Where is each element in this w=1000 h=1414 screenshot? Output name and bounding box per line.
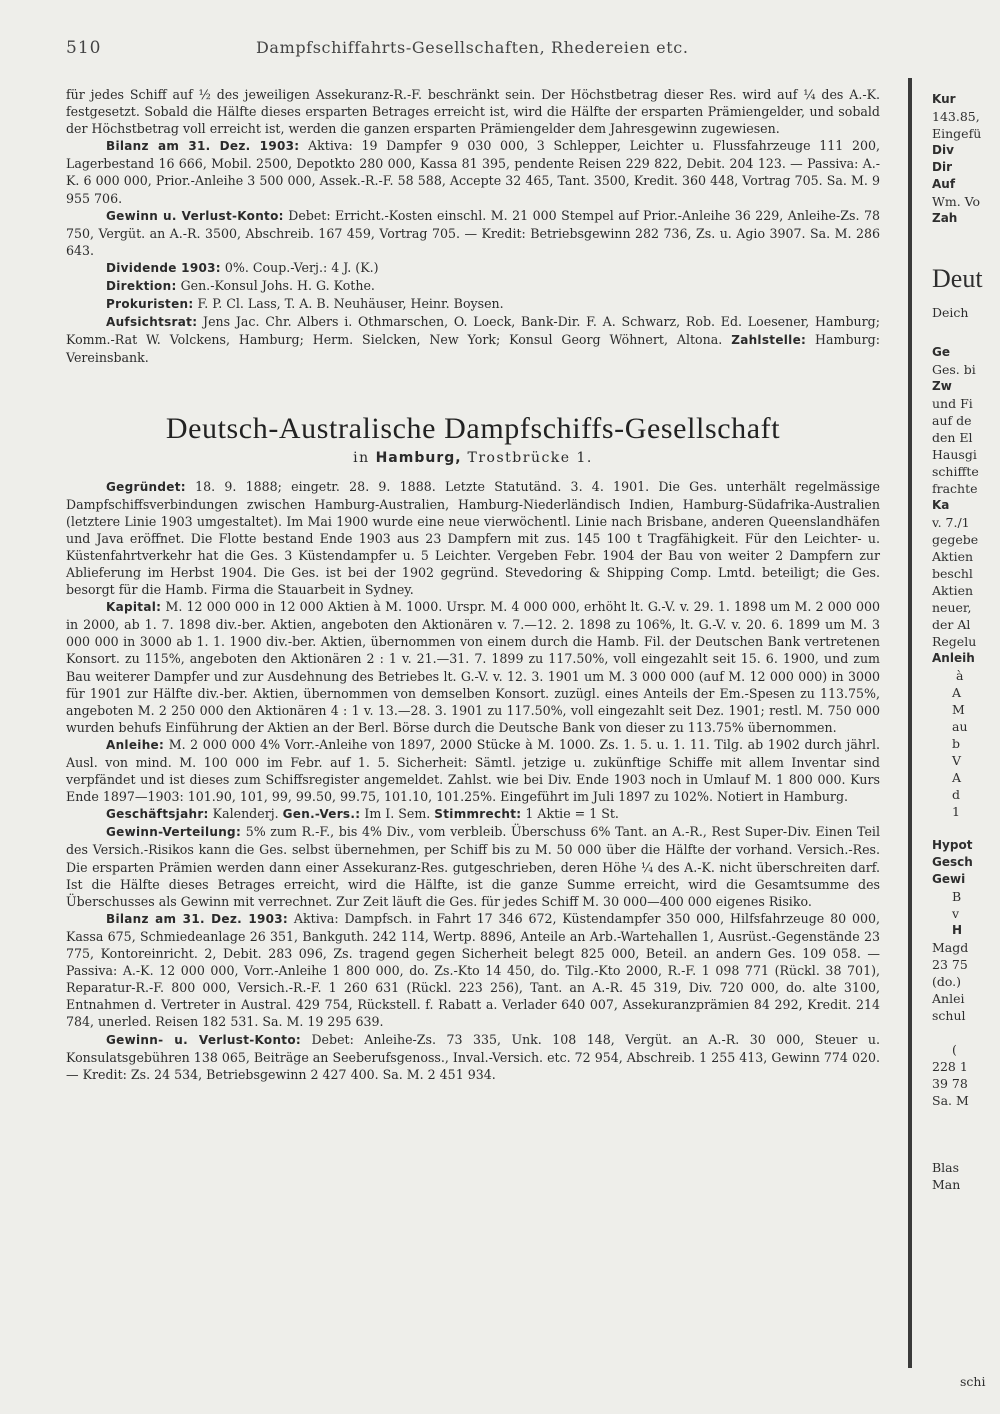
adjacent-line: Dir (932, 160, 952, 174)
adjacent-heading: Deut (932, 264, 983, 293)
adjacent-line: Ge (932, 345, 950, 359)
company-address: Trostbrücke 1. (467, 449, 593, 466)
adjacent-line: auf de (932, 413, 972, 428)
adjacent-line: den El (932, 430, 973, 445)
prev-guv (66, 207, 880, 259)
running-title: Dampfschiffahrts-Gesellschaften, Rhedereien etc. (256, 38, 689, 57)
genvers-label: Gen.-Vers.: (282, 807, 361, 822)
adjacent-line: Kur (932, 92, 956, 106)
prev-aufsichtsrat (66, 313, 880, 366)
anleihe-label: Anleihe: (106, 737, 165, 752)
company-city: Hamburg, (375, 449, 462, 466)
gewinnvert-label: Gewinn-Verteilung: (106, 825, 242, 840)
prev-prokuristen-label: Prokuristen: (106, 297, 194, 312)
adjacent-line: Sa. M (932, 1093, 969, 1108)
adjacent-line: au (952, 719, 968, 734)
prev-dividende (66, 259, 880, 277)
adjacent-line: Aktien (932, 549, 974, 564)
adjacent-line: 1 (952, 804, 960, 819)
adjacent-line: der Al (932, 617, 971, 632)
adjacent-line: Hypot (932, 838, 973, 852)
prev-aufsichtsrat-text: Jens Jac. Chr. Albers i. Othmarschen, O. Loeck, Bank-Dir. F. A. Schwarz, Rob. Ed. Loesener, Hamburg; Komm.-Rat W. Volckens, Hamburg; Herm. Sielcken, New York; Konsul Georg Wöhnert, Altona. (66, 314, 880, 348)
adjacent-line: A (952, 770, 962, 785)
page-header (66, 38, 896, 68)
adjacent-line: Eingefü (932, 126, 982, 141)
prev-guv-label: Gewinn u. Verlust-Konto: (106, 208, 284, 223)
adjacent-line: Magd (932, 940, 969, 955)
adjacent-line: Zah (932, 211, 958, 225)
adjacent-line: gegebe (932, 532, 979, 547)
adjacent-line: beschl (932, 566, 973, 581)
adjacent-line: V (952, 753, 962, 768)
adjacent-column-fragment (926, 0, 1000, 1414)
stimmrecht-label: Stimmrecht: (434, 807, 522, 822)
adjacent-line: A (952, 685, 962, 700)
sec-guv (66, 1031, 880, 1083)
prev-bilanz-text: Aktiva: 19 Dampfer 9 030 000, 3 Schlepper, Leichter u. Flussfahrzeuge 111 200, Lagerbestand 16 666, Mobil. 2500, Depotkto 280 000, Kassa 81 395, pendente Reisen 229 822, Debit. 204 123. — Passiva: A.-K. 6 000 000, Prior.-Anleihe 3 500 000, Assek.-R.-F. 58 588, Accepte 32 465, Tant. 3500, Kredit. 360 448, Vortrag 705. Sa. M. 9 955 706. (66, 138, 880, 206)
adjacent-line: Div (932, 143, 954, 157)
prev-direktion (66, 277, 880, 295)
column-rule (908, 78, 912, 1368)
adjacent-line: M (952, 702, 965, 717)
adjacent-line: Deich (932, 305, 969, 320)
genvers-text: Im I. Sem. (364, 806, 431, 822)
adjacent-line: b (952, 736, 961, 751)
adjacent-line: d (952, 787, 961, 802)
gegruendet-text: 18. 9. 1888; eingetr. 28. 9. 1888. Letzte Statutänd. 3. 4. 1901. Die Ges. unterhält regelmässige Dampfschiffsverbindungen zwischen Hamburg-Australien, Hamburg-Niederländisch Indien, Hamburg-Südafrika-Australien (letztere Linie 1903 umgestaltet). Im Mai 1900 wurde eine neue vierwöchentl. Linie nach Brisbane, anderen Queenslandhäfen und Java eröffnet. Die Flotte bestand Ende 1903 aus 23 Dampfern mit zus. 145 100 t Tragfähigkeit. Für den Leichter- u. Küstenfahrtverkehr hat die Ges. 3 Küstendampfer u. 5 Leichter. Vergeben Febr. 1904 der Bau von weiter 2 Dampfern zur Ablieferung im Herbst 1904. Die Ges. ist bei der 1902 gegründ. Stevedoring & Shipping Comp. Lmtd. beteiligt; die Ges. besorgt für die Hamb. Firma die Stauarbeit in Sydney. (66, 478, 880, 598)
prev-dividende-label: Dividende 1903: (106, 260, 221, 275)
adjacent-line: Ges. bi (932, 362, 976, 377)
sec-gewinnverteilung (66, 823, 880, 909)
adjacent-line: H (952, 923, 963, 937)
prev-bilanz (66, 137, 880, 206)
page-number: 510 (66, 38, 102, 58)
adjacent-line: Auf (932, 177, 956, 191)
adjacent-line: Wm. Vo (932, 194, 981, 209)
prev-direktion-label: Direktion: (106, 279, 177, 294)
prev-prokuristen-text: F. P. Cl. Lass, T. A. B. Neuhäuser, Heinr. Boysen. (197, 296, 504, 312)
guv-label: Gewinn- u. Verlust-Konto: (106, 1032, 301, 1047)
prev-dividende-text: 0%. Coup.-Verj.: 4 J. (K.) (224, 259, 379, 275)
company-subheading (66, 450, 880, 466)
anleihe-text: M. 2 000 000 4% Vorr.-Anleihe von 1897, 2000 Stücke à M. 1000. Zs. 1. 5. u. 1. 11. Tilg. ab 1902 durch jährl. Ausl. von mind. M. 100 000 im Febr. auf 1. 5. Sicherheit: Sämtl. jetzige u. zukünftige Schiffe mit allem Inventar sind verpfändet und ist dieses zum Schiffsregister angemeldet. Zahlst. wie bei Div. Ende 1903 noch in Umlauf M. 1 800 000. Kurs Ende 1897—1903: 101.90, 101, 99, 99.50, 99.75, 101.10, 101.25%. Eingeführt im Juli 1897 zu 102%. Notiert in Hamburg. (66, 736, 880, 805)
adjacent-line: ( (952, 1042, 957, 1057)
adjacent-line: Zw (932, 379, 952, 393)
adjacent-line: und Fi (932, 396, 973, 411)
adjacent-line: schiffte (932, 464, 979, 479)
prev-zahlstelle-label: Zahlstelle: (731, 333, 807, 348)
adjacent-line: 228 1 (932, 1059, 968, 1074)
sec-gegruendet (66, 478, 880, 599)
sec-kapital (66, 598, 880, 736)
adjacent-line: frachte (932, 481, 978, 496)
adjacent-line: v. 7./1 (932, 515, 970, 530)
adjacent-line: 39 78 (932, 1076, 968, 1091)
adjacent-line: à (956, 668, 964, 683)
sec-geschaeftsjahr (66, 805, 880, 823)
adjacent-line: schul (932, 1008, 966, 1023)
adjacent-line: B (952, 889, 962, 904)
guv-text: Debet: Anleihe-Zs. 73 335, Unk. 108 148, Vergüt. an A.-R. 30 000, Steuer u. Konsulatsgebühren 138 065, Beiträge an Seeberufsgenoss., Inval.-Versich. etc. 72 954, Abschreib. 1 255 413, Gewinn 774 020. — Kredit: Zs. 24 534, Betriebsgewinn 2 427 400. Sa. M. 2 451 934. (66, 1031, 880, 1082)
main-column (66, 86, 880, 1083)
adjacent-line: (do.) (932, 974, 962, 989)
stimmrecht-text: 1 Aktie = 1 St. (525, 806, 619, 822)
sec-bilanz (66, 910, 880, 1031)
gewinnvert-text: 5% zum R.-F., bis 4% Div., vom verbleib. Überschuss 6% Tant. an A.-R., Rest Super-Div. Einen Teil des Versich.-Risikos kann die Ges. selbst übernehmen, per Schiff bis zu M. 50 000 über die Hälfte der vorhand. Versich.-Res. Die ersparten Prämien werden dann einer Assekuranz-Res. gutgeschrieben, deren Höhe ¼ des A.-K. nicht überschreiten darf. Ist die Hälfte dieses Betrages erreicht, wird die Hälfte, ist die ganze Summe erreicht, wird die Gesamtsumme des Überschusses als Gewinn mit verrechnet. Zur Zeit läuft die Ges. für jedes Schiff M. 30 000—400 000 eigenes Risiko. (66, 824, 880, 909)
adjacent-line: Gesch (932, 855, 973, 869)
adjacent-line: Hausgi (932, 447, 977, 462)
adjacent-line: v (952, 906, 960, 921)
geschaeftsjahr-text: Kalenderj. (212, 806, 279, 822)
adjacent-line: 143.85, (932, 109, 980, 124)
prev-zahlstelle-text: Hamburg: Vereinsbank. (66, 332, 880, 366)
gegruendet-label: Gegründet: (106, 479, 186, 494)
adjacent-line: Anleih (932, 651, 975, 665)
adjacent-line: neuer, (932, 600, 972, 615)
adjacent-line: Gewi (932, 872, 966, 886)
prev-direktion-text: Gen.-Konsul Johs. H. G. Kothe. (180, 278, 375, 294)
adjacent-line: Ka (932, 498, 950, 512)
sec-anleihe (66, 736, 880, 805)
adjacent-line: Man (932, 1177, 961, 1192)
adjacent-line: 23 75 (932, 957, 968, 972)
adjacent-line: Aktien (932, 583, 974, 598)
company-in: in (353, 449, 370, 466)
kapital-text: M. 12 000 000 in 12 000 Aktien à M. 1000. Urspr. M. 4 000 000, erhöht lt. G.-V. v. 29. 1. 1898 um M. 2 000 000 in 2000, ab 1. 7. 1898 div.-ber. Aktien, angeboten den Aktionären v. 7.—12. 2. 1898 zu 106%, lt. G.-V. v. 20. 6. 1899 um M. 3 000 000 in 3000 ab 1. 1. 1900 div.-ber. Aktien, übernommen von einem durch die Hamb. Fil. der Deutschen Bank vertretenen Konsort. zu 115%, angeboten den Aktionären 2 : 1 v. 21.—31. 7. 1899 zu 117.50%, voll eingezahlt seit 15. 6. 1900, und zum Bau weiterer Dampfer und zur Ausdehnung des Betriebes lt. G.-V. v. 12. 3. 1901 um M. 3 000 000 (auf M. 12 000 000) in 3000 für 1901 zur Hälfte div.-ber. Aktien, übernommen von demselben Konsort. zuzügl. eines Anteils der Em.-Spesen zu 113.75%, angeboten M. 2 250 000 den Aktionären 4 : 1 v. 13.—28. 3. 1901 zu 117.50%, voll eingezahlt seit Dez. 1901; restl. M. 750 000 wurden behufs Einführung der Aktien an der Berl. Börse durch die Deutsche Bank von dieser zu 113.75% übernommen. (66, 599, 880, 735)
adjacent-line: schi (960, 1374, 986, 1389)
geschaeftsjahr-label: Geschäftsjahr: (106, 807, 209, 822)
adjacent-line: Regelu (932, 634, 977, 649)
adjacent-line: Anlei (932, 991, 965, 1006)
prev-company-intro: für jedes Schiff auf ½ des jeweiligen Assekuranz-R.-F. beschränkt sein. Der Höchstbetrag dieser Res. wird auf ¼ des A.-K. festgesetzt. Sobald die Hälfte dieses ersparten Betrages erreicht ist, wird die Hälfte der ersparten Prämiengelder, und sobald der Höchstbetrag voll erreicht ist, werden die ganzen ersparten Prämiengelder dem Jahresgewinn zugewiesen. (66, 87, 880, 137)
prev-aufsichtsrat-label: Aufsichtsrat: (106, 315, 198, 330)
adjacent-line: Blas (932, 1160, 960, 1175)
bilanz-text: Aktiva: Dampfsch. in Fahrt 17 346 672, Küstendampfer 350 000, Hilfsfahrzeuge 80 000, Kassa 675, Schmiedeanlage 26 351, Bankguth. 242 114, Wertp. 8896, Anteile an Arb.-Wartehallen 1, Ausrüst.-Gegenstände 23 775, Kontoreinricht. 2, Debit. 283 096, Zs. tragend gegen Sicherheit belegt 825 000, Beteil. an andern Ges. 109 058. — Passiva: A.-K. 12 000 000, Vorr.-Anleihe 1 800 000, do. Zs.-Kto 14 450, do. Tilg.-Kto 2000, R.-F. 1 098 771 (Rückl. 38 701), Reparatur-R.-F. 800 000, Versich.-R.-F. 1 260 631 (Rückl. 223 256), Tant. an A.-R. 45 319, Div. 720 000, do. alte 3100, Entnahmen d. Vertreter in Austral. 429 754, Rückstell. f. Rabatt a. Verlader 640 007, Assekuranzprämien 84 292, Kredit. 214 784, unerled. Reisen 182 531. Sa. M. 19 295 639. (66, 910, 881, 1030)
bilanz-label: Bilanz am 31. Dez. 1903: (106, 911, 289, 926)
prev-guv-text: Debet: Erricht.-Kosten einschl. M. 21 000 Stempel auf Prior.-Anleihe 36 229, Anleihe-Zs. 78 750, Vergüt. an A.-R. 3500, Abschreib. 167 459, Vortrag 705. — Kredit: Betriebsgewinn 282 736, Zs. u. Agio 3907. Sa. M. 286 643. (66, 207, 880, 258)
company-heading: Deutsch-Australische Dampfschiffs-Gesellschaft (165, 411, 781, 445)
prev-prokuristen (66, 295, 880, 313)
prev-bilanz-label: Bilanz am 31. Dez. 1903: (106, 139, 300, 154)
kapital-label: Kapital: (106, 600, 162, 615)
